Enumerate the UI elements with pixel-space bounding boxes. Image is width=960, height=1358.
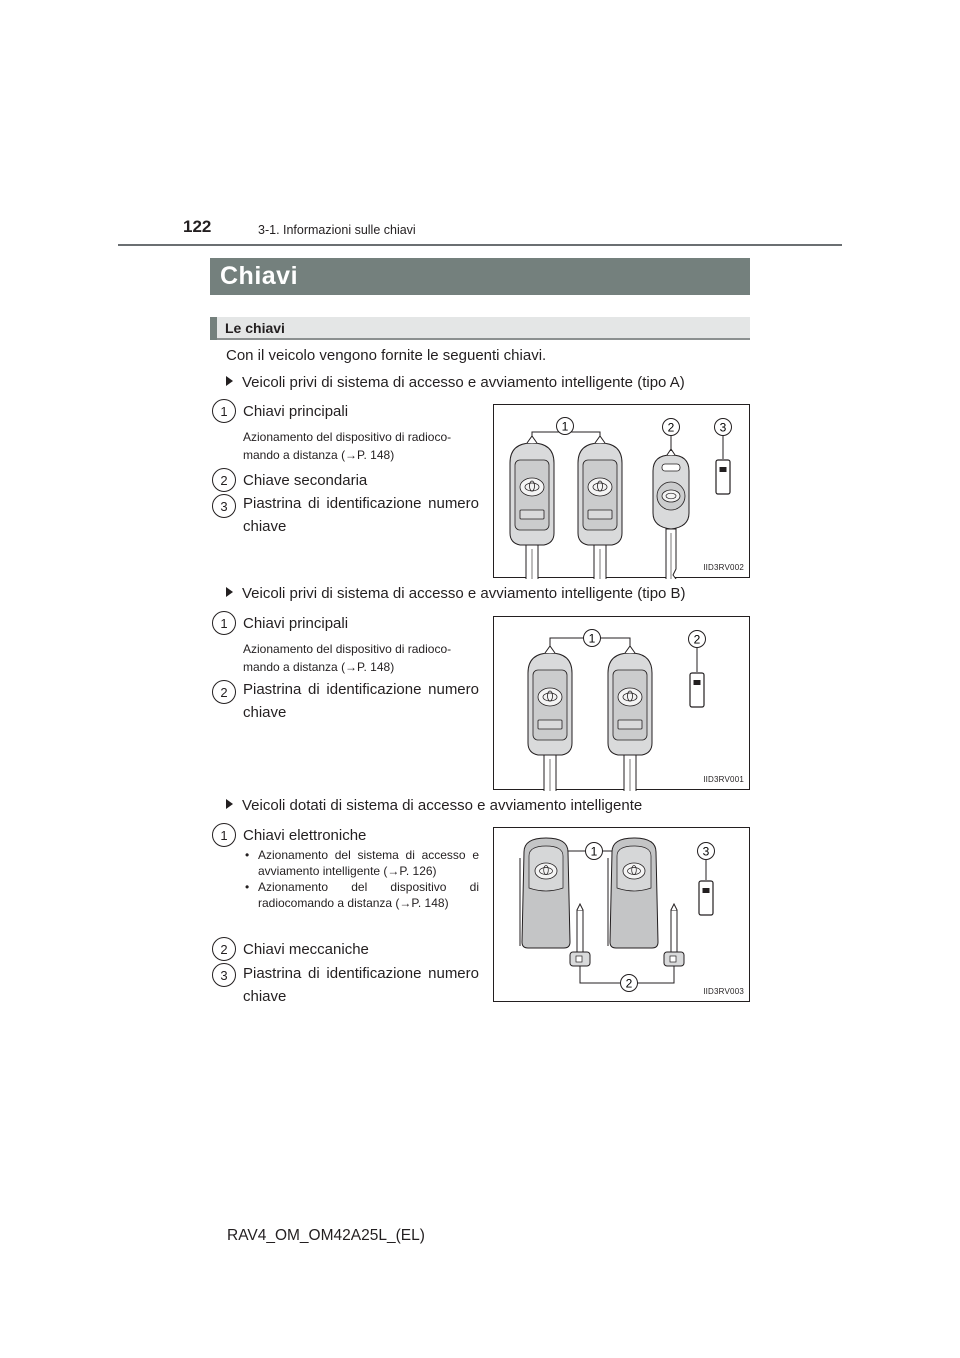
callout-2 xyxy=(663,419,680,436)
group-heading-type-a xyxy=(226,374,685,391)
callout-2-text: 2 xyxy=(667,420,675,435)
bullet-item: • Azionamento del sistema di accesso e avviamento intelligente (→P. 126) xyxy=(243,847,479,879)
figure-code: IID3RV002 xyxy=(703,563,744,572)
callout-2-text: 2 xyxy=(625,976,633,991)
item-number: 2 xyxy=(212,937,236,961)
item-label: Chiavi principali xyxy=(243,403,349,420)
callout-1 xyxy=(586,843,603,860)
callout-2-text: 2 xyxy=(693,632,701,647)
figure-code: IID3RV003 xyxy=(703,987,744,996)
item-label: Chiavi principali xyxy=(243,615,349,632)
group-heading-type-b xyxy=(226,585,686,602)
callout-3 xyxy=(698,843,715,860)
page-number: 122 xyxy=(183,217,212,236)
callout-3 xyxy=(715,419,732,436)
subheading-text: Le chiavi xyxy=(225,320,285,336)
callout-3-text: 3 xyxy=(702,844,710,859)
callout-3-text: 3 xyxy=(719,420,727,435)
callout-1-text: 1 xyxy=(561,419,569,434)
intro-text: Con il veicolo vengono fornite le seguenti chiavi. xyxy=(226,347,547,364)
keys-illustration xyxy=(494,405,751,579)
keys-figure-type-a xyxy=(493,404,750,578)
callout-1-text: 1 xyxy=(590,844,598,859)
keys-figure-type-b xyxy=(493,616,750,790)
item-number: 1 xyxy=(212,823,236,847)
item-number: 2 xyxy=(212,680,236,704)
subheading-bar xyxy=(210,317,750,340)
item-number: 2 xyxy=(212,468,236,492)
group-heading-text: Veicoli privi di sistema di accesso e avviamento intelligente (tipo B) xyxy=(242,585,686,602)
triangle-bullet-icon xyxy=(226,587,233,597)
item-label: Piastrina di identificazione numero chiave xyxy=(243,495,479,535)
item-bullet-list xyxy=(243,847,479,911)
figure-code: IID3RV001 xyxy=(703,775,744,784)
item-label: Piastrina di identificazione numero chiave xyxy=(243,681,479,721)
item-label: Piastrina di identificazione numero chiave xyxy=(243,965,479,1005)
item-label: Chiavi elettroniche xyxy=(243,827,367,844)
item-note: Azionamento del dispositivo di radioco- mando a distanza (→P. 148) xyxy=(243,430,452,462)
item-number: 3 xyxy=(212,494,236,518)
section-reference: 3-1. Informazioni sulle chiavi xyxy=(258,223,416,237)
callout-2 xyxy=(621,975,638,992)
subheading-marker xyxy=(210,317,217,340)
item-label: Chiavi meccaniche xyxy=(243,941,369,958)
footer-document-code: RAV4_OM_OM42A25L_(EL) xyxy=(227,1227,425,1244)
callout-2 xyxy=(689,631,706,648)
item-label: Chiave secondaria xyxy=(243,472,368,489)
item-number: 1 xyxy=(212,399,236,423)
callout-1 xyxy=(557,418,574,435)
bullet-item: • Azionamento del dispositivo di radiocomando a distanza (→P. 148) xyxy=(243,879,479,911)
item-note: Azionamento del dispositivo di radioco- mando a distanza (→P. 148) xyxy=(243,642,452,674)
item-number: 3 xyxy=(212,963,236,987)
triangle-bullet-icon xyxy=(226,799,233,809)
keys-illustration xyxy=(494,617,751,791)
group-heading-smart xyxy=(226,797,642,814)
group-heading-text: Veicoli dotati di sistema di accesso e avviamento intelligente xyxy=(242,797,643,814)
callout-1 xyxy=(584,630,601,647)
triangle-bullet-icon xyxy=(226,376,233,386)
keys-figure-smart xyxy=(493,827,750,1002)
header-rule xyxy=(118,244,842,246)
item-number: 1 xyxy=(212,611,236,635)
keys-illustration xyxy=(494,828,751,1003)
callout-1-text: 1 xyxy=(588,631,596,646)
page-title: Chiavi xyxy=(210,258,750,295)
group-heading-text: Veicoli privi di sistema di accesso e avviamento intelligente (tipo A) xyxy=(242,374,685,391)
